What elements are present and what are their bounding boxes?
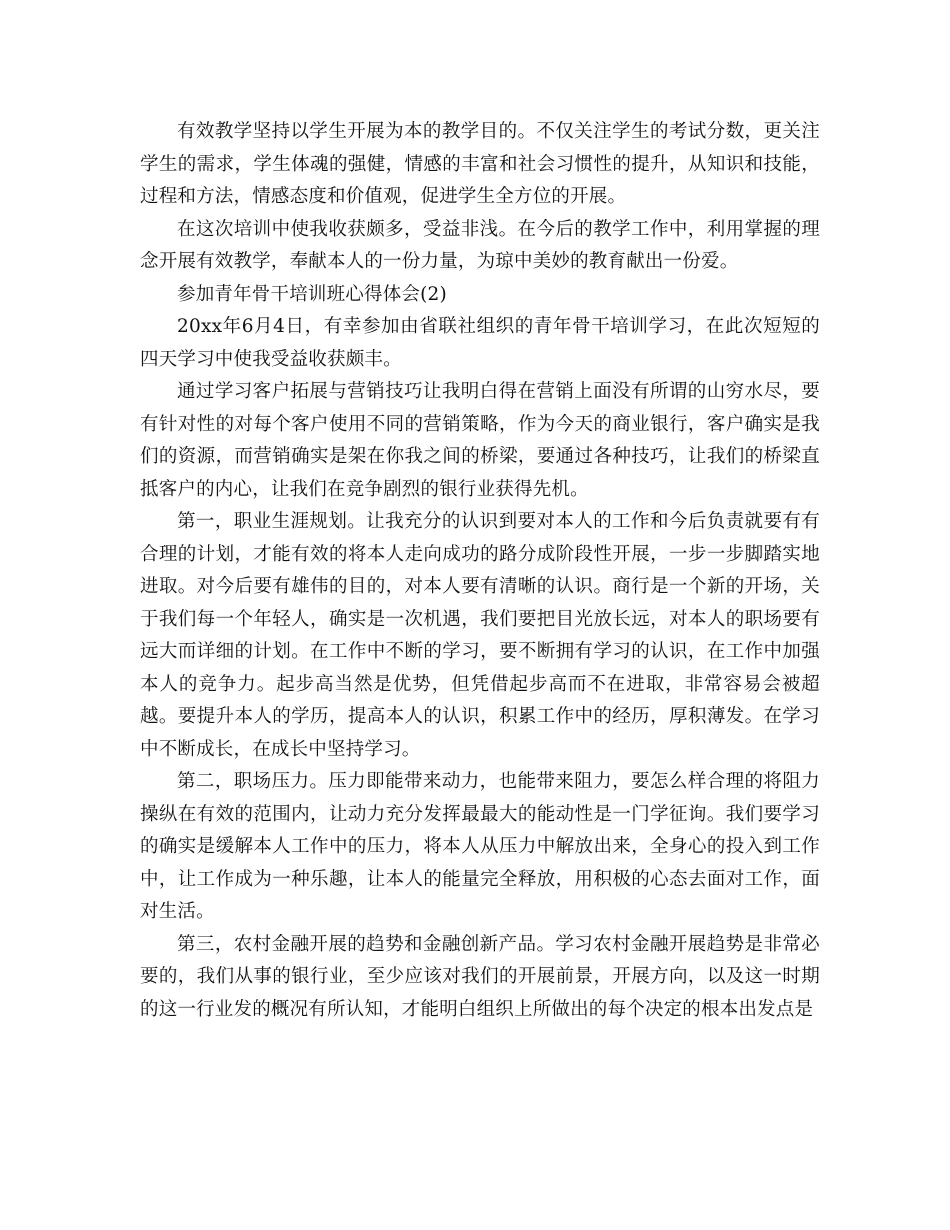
paragraph-marketing-skills: 通过学习客户拓展与营销技巧让我明白得在营销上面没有所谓的山穷水尽，要有针对性的对每个客户使用不同的营销策略，作为今天的商业银行，客户确实是我们的资源，而营销确实是架在你我之间的桥梁，要通过各种技巧，让我们的桥梁直抵客户的内心，让我们在竞争剧烈的银行业获得先机。 [140,381,820,500]
document-body [140,116,820,1026]
paragraph-career-planning: 第一，职业生涯规划。让我充分的认识到要对本人的工作和今后负责就要有有合理的计划，才能有效的将本人走向成功的路分成阶段性开展，一步一步脚踏实地进取。对今后要有雄伟的目的，对本人要有清晰的认识。商行是一个新的开场，关于我们每一个年轻人，确实是一次机遇，我们要把目光放长远，对本人的职场要有远大而详细的计划。在工作中不断的学习，要不断拥有学习的认识，在工作中加强本人的竞争力。起步高当然是优势，但凭借起步高而不在进取，非常容易会被超越。要提升本人的学历，提高本人的认识，积累工作中的经历，厚积薄发。在学习中不断成长，在成长中坚持学习。 [140,511,820,760]
paragraph-effective-teaching: 有效教学坚持以学生开展为本的教学目的。不仅关注学生的考试分数，更关注学生的需求，学生体魂的强健，情感的丰富和社会习惯性的提升，从知识和技能，过程和方法，情感态度和价值观，促进学生全方位的开展。 [140,121,820,207]
paragraph-rural-finance: 第三，农村金融开展的趋势和金融创新产品。学习农村金融开展趋势是非常必要的，我们从事的银行业，至少应该对我们的开展前景，开展方向，以及这一时期的这一行业发的概况有所认知，才能明白组织上所做出的每个决定的根本出发点是 [140,933,820,1020]
paragraph-training-date: 20xx年6月4日，有幸参加由省联社组织的青年骨干培训学习，在此次短短的四天学习中使我受益收获颇丰。 [140,316,820,370]
section-heading: 参加青年骨干培训班心得体会(2) [177,283,447,305]
paragraph-workplace-pressure: 第二，职场压力。压力即能带来动力，也能带来阻力，要怎么样合理的将阻力操纵在有效的范围内，让动力充分发挥最最大的能动性是一门学征询。我们要学习的确实是缓解本人工作中的压力，将本人从压力中解放出来，全身心的投入到工作中，让工作成为一种乐趣，让本人的能量完全释放，用积极的心态去面对工作，面对生活。 [140,771,820,922]
paragraph-training-gains: 在这次培训中使我收获颇多，受益非浅。在今后的教学工作中，利用掌握的理念开展有效教学，奉献本人的一份力量，为琼中美妙的教育献出一份爱。 [140,218,820,272]
